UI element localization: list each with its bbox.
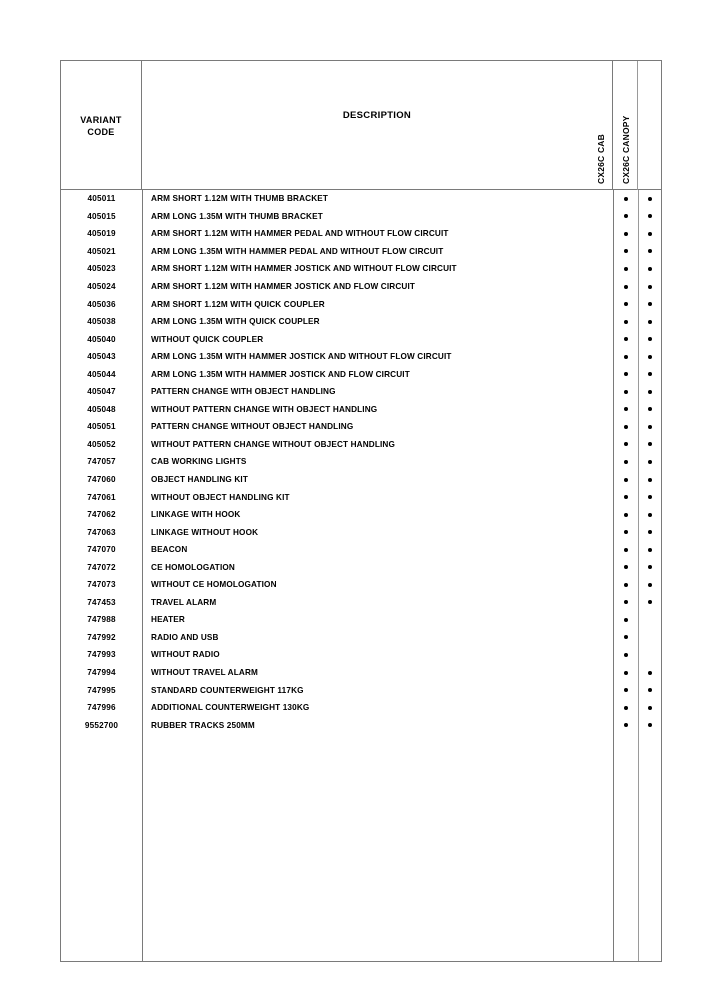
cx26c-canopy-rotated-label xyxy=(613,57,638,186)
table-row xyxy=(61,453,661,471)
cx26c-canopy-label-text: CX26C CANOPY xyxy=(620,115,631,184)
cx26c-cab-cell xyxy=(613,260,638,278)
cx26c-canopy-cell xyxy=(638,558,661,576)
description-cell: PATTERN CHANGE WITHOUT OBJECT HANDLING xyxy=(151,422,354,432)
table-row xyxy=(61,330,661,348)
availability-empty xyxy=(648,635,652,639)
availability-dot-icon xyxy=(648,583,652,587)
cx26c-canopy-cell xyxy=(638,260,661,278)
availability-dot-icon xyxy=(648,688,652,692)
table-row xyxy=(61,611,661,629)
availability-dot-icon xyxy=(648,460,652,464)
variant-code-header-text xyxy=(80,114,121,138)
availability-dot-icon xyxy=(624,320,628,324)
variant-code-cell: 747060 xyxy=(87,475,116,485)
availability-dot-icon xyxy=(648,320,652,324)
cx26c-cab-cell xyxy=(613,453,638,471)
table-row xyxy=(61,365,661,383)
variant-code-cell: 747453 xyxy=(87,597,116,607)
cx26c-cab-cell xyxy=(613,436,638,454)
table-body xyxy=(61,190,661,961)
variant-code-cell: 405015 xyxy=(87,211,116,221)
availability-dot-icon xyxy=(624,390,628,394)
availability-dot-icon xyxy=(648,355,652,359)
table-row xyxy=(61,576,661,594)
cx26c-cab-cell xyxy=(613,488,638,506)
table-row xyxy=(61,594,661,612)
variant-code-cell: 405047 xyxy=(87,387,116,397)
cx26c-cab-cell xyxy=(613,330,638,348)
column-header-cx26c-canopy xyxy=(620,61,661,190)
availability-dot-icon xyxy=(624,267,628,271)
cx26c-cab-cell xyxy=(613,418,638,436)
availability-dot-icon xyxy=(648,214,652,218)
variant-code-cell: 9552700 xyxy=(84,720,119,730)
description-cell: HEATER xyxy=(151,615,185,625)
table-row xyxy=(61,681,661,699)
cx26c-cab-cell xyxy=(613,681,638,699)
availability-empty xyxy=(648,618,652,622)
availability-dot-icon xyxy=(648,302,652,306)
table-header-row xyxy=(61,61,661,190)
availability-dot-icon xyxy=(648,671,652,675)
variant-code-header-line2: CODE xyxy=(87,126,115,137)
cx26c-canopy-cell xyxy=(638,646,661,664)
availability-dot-icon xyxy=(648,197,652,201)
cx26c-canopy-cell xyxy=(638,629,661,647)
availability-dot-icon xyxy=(624,337,628,341)
availability-dot-icon xyxy=(624,600,628,604)
description-cell: WITHOUT TRAVEL ALARM xyxy=(151,668,258,678)
cx26c-cab-cell xyxy=(613,190,638,208)
table-row xyxy=(61,278,661,296)
availability-dot-icon xyxy=(648,495,652,499)
table-row xyxy=(61,401,661,419)
description-cell: ARM LONG 1.35M WITH QUICK COUPLER xyxy=(151,317,320,327)
variant-code-header-line1: VARIANT xyxy=(80,114,122,125)
table-row xyxy=(61,541,661,559)
column-header-variant-code xyxy=(61,61,142,190)
description-cell: LINKAGE WITHOUT HOOK xyxy=(151,527,259,537)
availability-dot-icon xyxy=(624,478,628,482)
availability-dot-icon xyxy=(624,688,628,692)
availability-empty xyxy=(648,653,652,657)
description-cell: ARM SHORT 1.12M WITH HAMMER JOSTICK AND WITHOUT FLOW CIRCUIT xyxy=(151,264,457,274)
cx26c-cab-cell xyxy=(613,716,638,734)
description-header-label: DESCRIPTION xyxy=(342,110,412,121)
description-cell: ARM LONG 1.35M WITH HAMMER JOSTICK AND WITHOUT FLOW CIRCUIT xyxy=(151,352,452,362)
column-header-description xyxy=(142,61,613,190)
availability-dot-icon xyxy=(624,285,628,289)
variant-code-cell: 747988 xyxy=(87,615,116,625)
cx26c-cab-cell xyxy=(613,523,638,541)
variant-code-cell: 405036 xyxy=(87,299,116,309)
availability-dot-icon xyxy=(624,653,628,657)
availability-dot-icon xyxy=(624,372,628,376)
availability-dot-icon xyxy=(648,565,652,569)
cx26c-canopy-cell xyxy=(638,611,661,629)
cx26c-cab-label-text: CX26C CAB xyxy=(595,134,606,184)
table-row xyxy=(61,646,661,664)
availability-dot-icon xyxy=(624,495,628,499)
cx26c-canopy-cell xyxy=(638,348,661,366)
table-row xyxy=(61,383,661,401)
cx26c-cab-cell xyxy=(613,383,638,401)
description-cell: ARM SHORT 1.12M WITH HAMMER PEDAL AND WITHOUT FLOW CIRCUIT xyxy=(151,229,449,239)
variant-code-cell: 405048 xyxy=(87,404,116,414)
variant-code-cell: 747061 xyxy=(87,492,116,502)
availability-dot-icon xyxy=(624,302,628,306)
cx26c-canopy-cell xyxy=(638,295,661,313)
cx26c-cab-rotated-label xyxy=(588,57,613,186)
table-rows-container xyxy=(61,190,661,734)
variant-code-cell: 405011 xyxy=(87,194,116,204)
availability-dot-icon xyxy=(624,442,628,446)
variant-code-cell: 747993 xyxy=(87,650,116,660)
description-cell: ARM SHORT 1.12M WITH HAMMER JOSTICK AND FLOW CIRCUIT xyxy=(151,282,416,291)
availability-dot-icon xyxy=(624,407,628,411)
availability-dot-icon xyxy=(648,548,652,552)
variant-code-cell: 747073 xyxy=(87,580,116,590)
cx26c-cab-cell xyxy=(613,594,638,612)
cx26c-cab-cell xyxy=(613,348,638,366)
availability-dot-icon xyxy=(648,425,652,429)
description-cell: ARM LONG 1.35M WITH HAMMER PEDAL AND WITHOUT FLOW CIRCUIT xyxy=(151,246,444,256)
availability-dot-icon xyxy=(648,442,652,446)
table-row xyxy=(61,629,661,647)
variant-code-cell: 405040 xyxy=(87,334,116,344)
cx26c-canopy-cell xyxy=(638,225,661,243)
description-cell: STANDARD COUNTERWEIGHT 117KG xyxy=(151,685,304,695)
availability-dot-icon xyxy=(648,530,652,534)
cx26c-cab-cell xyxy=(613,699,638,717)
cx26c-canopy-cell xyxy=(638,243,661,261)
cx26c-canopy-cell xyxy=(638,278,661,296)
cx26c-cab-cell xyxy=(613,541,638,559)
cx26c-canopy-cell xyxy=(638,208,661,226)
description-cell: WITHOUT CE HOMOLOGATION xyxy=(151,580,277,590)
availability-dot-icon xyxy=(624,618,628,622)
table-row xyxy=(61,523,661,541)
availability-dot-icon xyxy=(624,635,628,639)
variant-code-cell: 405021 xyxy=(87,246,116,256)
cx26c-cab-cell xyxy=(613,629,638,647)
cx26c-canopy-cell xyxy=(638,488,661,506)
availability-dot-icon xyxy=(648,706,652,710)
availability-dot-icon xyxy=(648,390,652,394)
cx26c-cab-cell xyxy=(613,646,638,664)
table-row xyxy=(61,664,661,682)
availability-dot-icon xyxy=(624,565,628,569)
availability-dot-icon xyxy=(648,337,652,341)
table-row xyxy=(61,243,661,261)
variants-table xyxy=(60,60,662,962)
description-cell: LINKAGE WITH HOOK xyxy=(151,510,241,520)
cx26c-canopy-cell xyxy=(638,594,661,612)
table-row xyxy=(61,716,661,734)
availability-dot-icon xyxy=(648,600,652,604)
variant-code-cell: 747072 xyxy=(87,562,116,572)
description-cell: ARM LONG 1.35M WITH HAMMER JOSTICK AND FLOW CIRCUIT xyxy=(151,369,410,379)
availability-dot-icon xyxy=(648,249,652,253)
table-row xyxy=(61,348,661,366)
description-cell: PATTERN CHANGE WITH OBJECT HANDLING xyxy=(151,387,336,397)
description-cell: ARM LONG 1.35M WITH THUMB BRACKET xyxy=(151,211,323,221)
table-row xyxy=(61,558,661,576)
variant-code-cell: 405044 xyxy=(87,369,116,379)
cx26c-cab-cell xyxy=(613,208,638,226)
description-cell: WITHOUT QUICK COUPLER xyxy=(151,334,264,344)
variant-code-cell: 405043 xyxy=(87,352,116,362)
cx26c-cab-cell xyxy=(613,295,638,313)
variant-code-cell: 747996 xyxy=(87,703,116,713)
availability-dot-icon xyxy=(624,355,628,359)
variant-code-cell: 405051 xyxy=(87,422,116,432)
availability-dot-icon xyxy=(624,425,628,429)
availability-dot-icon xyxy=(648,372,652,376)
cx26c-canopy-cell xyxy=(638,313,661,331)
table-row xyxy=(61,699,661,717)
variant-code-cell: 405019 xyxy=(87,229,116,239)
cx26c-canopy-cell xyxy=(638,453,661,471)
cx26c-cab-cell xyxy=(613,576,638,594)
description-cell: CAB WORKING LIGHTS xyxy=(151,457,247,467)
cx26c-canopy-cell xyxy=(638,190,661,208)
cx26c-cab-cell xyxy=(613,243,638,261)
availability-dot-icon xyxy=(624,460,628,464)
description-cell: WITHOUT RADIO xyxy=(151,650,220,660)
description-cell: WITHOUT PATTERN CHANGE WITHOUT OBJECT HANDLING xyxy=(151,439,396,449)
cx26c-cab-cell xyxy=(613,225,638,243)
variant-code-cell: 405024 xyxy=(87,282,116,291)
cx26c-canopy-cell xyxy=(638,506,661,524)
variant-code-cell: 405023 xyxy=(87,264,116,274)
table-row xyxy=(61,488,661,506)
description-cell: ARM SHORT 1.12M WITH QUICK COUPLER xyxy=(151,299,325,309)
availability-dot-icon xyxy=(624,706,628,710)
variant-code-cell: 747995 xyxy=(87,685,116,695)
cx26c-canopy-cell xyxy=(638,436,661,454)
variant-code-cell: 747063 xyxy=(87,527,116,537)
cx26c-canopy-cell xyxy=(638,471,661,489)
availability-dot-icon xyxy=(648,267,652,271)
cx26c-cab-cell xyxy=(613,313,638,331)
description-cell: BEACON xyxy=(151,545,188,555)
cx26c-canopy-cell xyxy=(638,664,661,682)
cx26c-canopy-cell xyxy=(638,330,661,348)
table-row xyxy=(61,295,661,313)
description-cell: RUBBER TRACKS 250MM xyxy=(151,720,255,730)
table-row xyxy=(61,436,661,454)
variant-code-cell: 747994 xyxy=(87,668,116,678)
cx26c-cab-cell xyxy=(613,278,638,296)
variant-code-cell: 405052 xyxy=(87,439,116,449)
availability-dot-icon xyxy=(648,723,652,727)
variant-code-cell: 405038 xyxy=(87,317,116,327)
description-cell: CE HOMOLOGATION xyxy=(151,562,235,572)
variant-code-cell: 747057 xyxy=(87,457,116,467)
table-row xyxy=(61,208,661,226)
cx26c-cab-cell xyxy=(613,506,638,524)
cx26c-canopy-cell xyxy=(638,418,661,436)
availability-dot-icon xyxy=(624,583,628,587)
cx26c-canopy-cell xyxy=(638,541,661,559)
cx26c-canopy-cell xyxy=(638,716,661,734)
description-cell: RADIO AND USB xyxy=(151,632,219,642)
table-row xyxy=(61,260,661,278)
availability-dot-icon xyxy=(624,197,628,201)
description-cell: WITHOUT OBJECT HANDLING KIT xyxy=(151,492,290,502)
table-row xyxy=(61,225,661,243)
variant-code-cell: 747070 xyxy=(87,545,116,555)
description-cell: ADDITIONAL COUNTERWEIGHT 130KG xyxy=(151,703,310,713)
availability-dot-icon xyxy=(648,478,652,482)
cx26c-canopy-cell xyxy=(638,401,661,419)
description-cell: WITHOUT PATTERN CHANGE WITH OBJECT HANDLING xyxy=(151,404,378,414)
cx26c-canopy-cell xyxy=(638,365,661,383)
cx26c-canopy-cell xyxy=(638,699,661,717)
cx26c-canopy-cell xyxy=(638,576,661,594)
table-row xyxy=(61,313,661,331)
availability-dot-icon xyxy=(624,530,628,534)
cx26c-canopy-cell xyxy=(638,383,661,401)
availability-dot-icon xyxy=(648,407,652,411)
cx26c-cab-cell xyxy=(613,664,638,682)
availability-dot-icon xyxy=(624,548,628,552)
table-row xyxy=(61,190,661,208)
availability-dot-icon xyxy=(624,723,628,727)
table-row xyxy=(61,471,661,489)
variant-code-cell: 747992 xyxy=(87,632,116,642)
availability-dot-icon xyxy=(624,249,628,253)
availability-dot-icon xyxy=(648,513,652,517)
availability-dot-icon xyxy=(624,232,628,236)
description-cell: ARM SHORT 1.12M WITH THUMB BRACKET xyxy=(151,194,329,204)
cx26c-cab-cell xyxy=(613,611,638,629)
availability-dot-icon xyxy=(648,285,652,289)
cx26c-cab-cell xyxy=(613,558,638,576)
table-row xyxy=(61,418,661,436)
cx26c-cab-cell xyxy=(613,365,638,383)
cx26c-cab-cell xyxy=(613,471,638,489)
availability-dot-icon xyxy=(624,214,628,218)
table-row xyxy=(61,506,661,524)
cx26c-canopy-cell xyxy=(638,681,661,699)
availability-dot-icon xyxy=(624,513,628,517)
cx26c-cab-cell xyxy=(613,401,638,419)
availability-dot-icon xyxy=(648,232,652,236)
description-cell: OBJECT HANDLING KIT xyxy=(151,475,249,485)
cx26c-canopy-cell xyxy=(638,523,661,541)
variant-code-cell: 747062 xyxy=(87,510,116,520)
description-cell: TRAVEL ALARM xyxy=(151,597,217,607)
availability-dot-icon xyxy=(624,671,628,675)
